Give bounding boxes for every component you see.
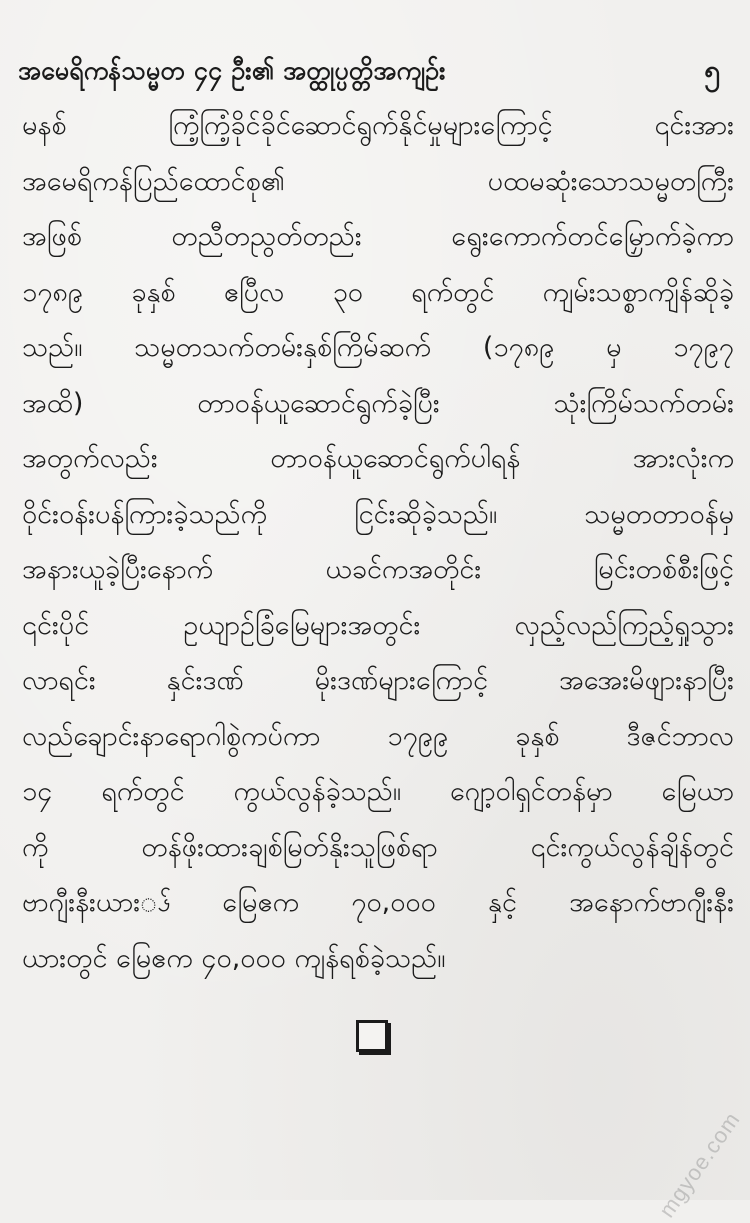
text-line: ဝိုင်းဝန်းပန်ကြားခဲ့သည်ကို ငြင်းဆိုခဲ့သည်။ သမ္မတတာဝန်မှ: [22, 498, 734, 530]
text-line: အနားယူခဲ့ပြီးနောက် ယခင်ကအတိုင်း မြင်းတစ်စီးဖြင့်: [22, 554, 734, 585]
page-number: ၅: [704, 54, 720, 87]
text-line: အဖြစ် တညီတညွတ်တည်း ရွေးကောက်တင်မြှောက်ခဲ့ကာ: [22, 221, 734, 252]
text-line: ယားတွင် မြေဧက ၄၀,၀၀၀ ကျန်ရစ်ခဲ့သည်။: [22, 942, 446, 974]
text-line: မနစ် ကြံ့ကြံ့ခိုင်ခိုင်ဆောင်ရွက်နိုင်မှုများကြောင့် ၎င်းအား: [22, 110, 734, 141]
body-paragraph: [22, 98, 734, 986]
text-line: အတွက်လည်း တာဝန်ယူဆောင်ရွက်ပါရန် အားလုံးက: [22, 443, 734, 474]
section-end-square-icon: [356, 1020, 388, 1052]
text-line: လည်ချောင်းနာရောဂါစွဲကပ်ကာ ၁၇၉၉ ခုနှစ် ဒီဇင်ဘာလ: [22, 720, 734, 752]
site-watermark: mgyoe.com: [654, 1107, 746, 1222]
text-line: အမေရိကန်ပြည်ထောင်စု၏ ပထမဆုံးသောသမ္မတကြီး: [22, 165, 734, 197]
text-line: အထိ) တာဝန်ယူဆောင်ရွက်ခဲ့ပြီး သုံးကြိမ်သက်တမ်း: [22, 387, 734, 419]
running-title: အမေရိကန်သမ္မတ ၄၄ ဦး၏ အတ္ထုပ္ပတ္တိအကျဉ်း: [18, 55, 446, 85]
text-line: သည်။ သမ္မတသက်တမ်းနှစ်ကြိမ်ဆက် (၁၇၈၉ မှ ၁၇၉၇: [22, 332, 734, 363]
text-line: ၎င်းပိုင် ဥယျာဉ်ခြံမြေများအတွင်း လှည့်လည်ကြည့်ရှုသွား: [22, 609, 734, 641]
text-line: ကို တန်ဖိုးထားချစ်မြတ်နိုးသူဖြစ်ရာ ၎င်းကွယ်လွန်ချိန်တွင်: [22, 831, 734, 863]
page-header: [18, 48, 720, 98]
text-line: လာရင်း နှင်းဒဏ် မိုးဒဏ်များကြောင့် အအေးမိဖျားနာပြီး: [22, 665, 734, 696]
text-line: ဗာဂျီးနီးယားၖ် မြေဧက ၇၀,၀၀၀ နှင့် အနောက်ဗာဂျီးနီး: [22, 887, 734, 918]
text-line: ၁၇၈၉ ခုနှစ် ဧပြီလ ၃၀ ရက်တွင် ကျမ်းသစ္စာကျိန်ဆိုခဲ့: [22, 276, 734, 308]
text-line: ၁၄ ရက်တွင် ကွယ်လွန်ခဲ့သည်။ ဂျော့ဝါရှင်တန်မှာ မြေယာ: [22, 776, 734, 807]
